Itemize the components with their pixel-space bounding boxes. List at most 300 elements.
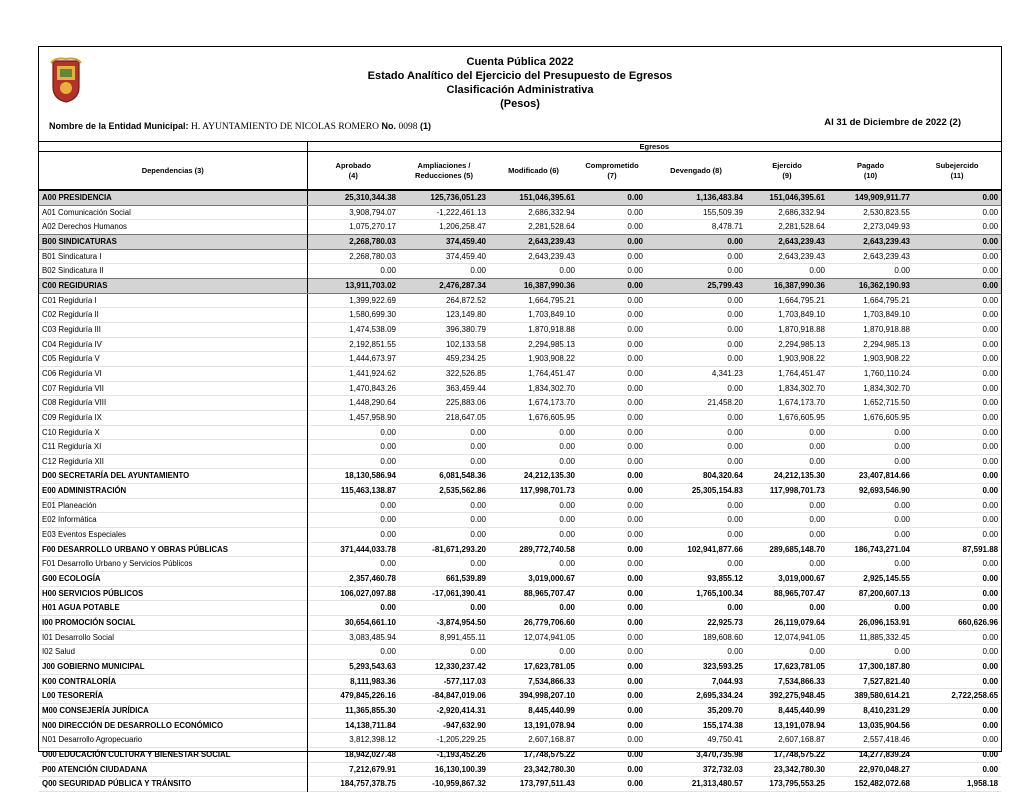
amount-cell: 11,885,332.45: [859, 632, 910, 642]
amount-cell: 149,909,911.77: [828, 190, 913, 205]
amount-cell: 4,341.23: [711, 368, 743, 378]
amount-cell: 0.00: [982, 266, 999, 276]
amount-cell: 0.00: [982, 354, 999, 364]
amount-cell: 3,812,398.12: [349, 735, 396, 745]
amount-cell: 0.00: [470, 530, 486, 540]
col-dependencias: Dependencias (3): [39, 152, 307, 191]
amount-cell: 1,870,918.88: [863, 324, 910, 334]
amount-cell: 0.00: [646, 234, 746, 249]
amount-cell: 1,870,918.88: [778, 324, 825, 334]
amount-cell: 2,273,049.93: [863, 222, 910, 232]
amount-cell: 2,192,851.55: [349, 339, 396, 349]
amount-cell: 0.00: [809, 266, 825, 276]
amount-cell: 0.00: [982, 339, 999, 349]
entity-note: (1): [420, 121, 432, 131]
report-date: Al 31 de Diciembre de 2022 (2): [824, 117, 961, 128]
amount-cell: 0.00: [627, 515, 643, 525]
amount-cell: 0.00: [470, 515, 486, 525]
amount-cell: 2,643,239.43: [528, 251, 575, 261]
amount-cell: 0.00: [894, 266, 910, 276]
amount-cell: 322,526.85: [445, 368, 486, 378]
amount-cell: 2,530,823.55: [863, 207, 910, 217]
table-row: [39, 278, 1001, 293]
amount-cell: 8,991,455.11: [439, 632, 486, 642]
column-header-row: [39, 152, 1001, 191]
dependency-name: I00 PROMOCIÓN SOCIAL: [39, 616, 307, 631]
amount-cell: 7,212,679.91: [349, 764, 396, 774]
amount-cell: 0.00: [559, 427, 575, 437]
amount-cell: 8,445,440.99: [528, 705, 575, 715]
amount-cell: 0.00: [982, 530, 999, 540]
amount-cell: 115,463,138.87: [340, 486, 396, 496]
amount-cell: 12,330,237.42: [434, 662, 486, 671]
table-row: [39, 425, 1001, 440]
amount-cell: 0.00: [982, 456, 999, 466]
amount-cell: 7,534,866.33: [778, 676, 825, 686]
amount-cell: 1,664,795.21: [528, 295, 575, 305]
amount-cell: 17,748,575.22: [773, 749, 825, 759]
group-header-row: [39, 141, 1001, 152]
amount-cell: 0.00: [627, 486, 643, 496]
amount-cell: 0.00: [559, 442, 575, 452]
table-row: [39, 689, 1001, 704]
table-row: [39, 528, 1001, 543]
amount-cell: 0.00: [727, 500, 743, 510]
amount-cell: 0.00: [727, 647, 743, 657]
col-subejercicio: Subejercido (11): [913, 152, 1001, 191]
amount-cell: 0.00: [809, 647, 825, 657]
entity-label: Nombre de la Entidad Municipal:: [49, 121, 189, 131]
dependency-name: C12 Regiduría XII: [39, 454, 307, 469]
amount-cell: 0.00: [559, 515, 575, 525]
budget-table: [39, 141, 1001, 792]
amount-cell: 0.00: [559, 266, 575, 276]
amount-cell: 0.00: [982, 324, 999, 334]
dependency-name: F00 DESARROLLO URBANO Y OBRAS PÚBLICAS: [39, 542, 307, 557]
dependency-name: L00 TESORERÍA: [39, 689, 307, 704]
amount-cell: 0.00: [982, 603, 999, 613]
table-row: [39, 733, 1001, 748]
amount-cell: 16,387,990.36: [489, 278, 578, 293]
dependency-name: K00 CONTRALORÍA: [39, 674, 307, 689]
amount-cell: 0.00: [627, 530, 643, 540]
amount-cell: 0.00: [982, 749, 999, 759]
amount-cell: 21,313,480.57: [691, 779, 743, 789]
amount-cell: 22,925.73: [707, 618, 743, 628]
col-comprometido: Comprometido (7): [578, 152, 646, 191]
amount-cell: 88,965,707.47: [523, 588, 575, 598]
table-row: [39, 454, 1001, 469]
amount-cell: 151,046,395.61: [746, 190, 828, 205]
amount-cell: 0.00: [380, 530, 396, 540]
amount-cell: -947,632.90: [443, 720, 486, 730]
amount-cell: 0.00: [627, 559, 643, 569]
amount-cell: 2,686,332.94: [528, 207, 575, 217]
amount-cell: 0.00: [627, 398, 643, 408]
amount-cell: 0.00: [982, 295, 999, 305]
amount-cell: 0.00: [982, 720, 999, 730]
table-row: [39, 381, 1001, 396]
amount-cell: 0.00: [627, 735, 643, 745]
amount-cell: 479,845,226.16: [340, 691, 396, 701]
amount-cell: 0.00: [470, 500, 486, 510]
amount-cell: 0.00: [627, 207, 643, 217]
amount-cell: 0.00: [627, 456, 643, 466]
table-row: [39, 322, 1001, 337]
amount-cell: 0.00: [470, 456, 486, 466]
amount-cell: 0.00: [727, 603, 743, 613]
entity-line: [49, 121, 431, 132]
amount-cell: 0.00: [627, 662, 643, 671]
amount-cell: 0.00: [627, 354, 643, 364]
amount-cell: 2,925,145.55: [863, 574, 910, 584]
amount-cell: 0.00: [982, 398, 999, 408]
amount-cell: 0.00: [894, 603, 910, 613]
amount-cell: 2,294,985.13: [528, 339, 575, 349]
dependency-name: B01 Sindicatura I: [39, 249, 307, 264]
amount-cell: 0.00: [627, 647, 643, 657]
amount-cell: 117,998,701.73: [519, 486, 575, 496]
amount-cell: 0.00: [627, 383, 643, 393]
report-frame: [38, 46, 1002, 789]
dependency-name: E02 Informática: [39, 513, 307, 528]
amount-cell: 0.00: [894, 515, 910, 525]
amount-cell: 26,119,079.64: [774, 618, 825, 628]
amount-cell: 2,535,562.86: [439, 486, 486, 496]
table-row: [39, 469, 1001, 484]
table-row: [39, 264, 1001, 279]
amount-cell: 1,765,100.34: [696, 588, 743, 598]
amount-cell: 0.00: [470, 647, 486, 657]
amount-cell: 13,035,904.56: [858, 720, 910, 730]
amount-cell: 16,387,990.36: [746, 278, 828, 293]
amount-cell: 3,908,794.07: [349, 207, 396, 217]
amount-cell: 0.00: [627, 588, 643, 598]
amount-cell: 0.00: [627, 779, 643, 789]
amount-cell: 3,019,000.67: [778, 574, 825, 584]
dependency-name: C02 Regiduría II: [39, 308, 307, 323]
amount-cell: 0.00: [809, 500, 825, 510]
amount-cell: 0.00: [982, 412, 999, 422]
amount-cell: 0.00: [913, 278, 1001, 293]
amount-cell: 0.00: [809, 456, 825, 466]
amount-cell: 1,470,843.26: [349, 383, 396, 393]
amount-cell: 7,044.93: [711, 676, 743, 686]
amount-cell: 1,448,290.64: [349, 398, 396, 408]
amount-cell: 2,643,239.43: [863, 251, 910, 261]
amount-cell: 0.00: [809, 442, 825, 452]
table-row: [39, 498, 1001, 513]
table-row: [39, 557, 1001, 572]
amount-cell: 0.00: [727, 530, 743, 540]
amount-cell: 1,958.18: [966, 779, 999, 789]
dependency-name: C00 REGIDURIAS: [39, 278, 307, 293]
amount-cell: 17,748,575.22: [523, 749, 575, 759]
amount-cell: 2,476,287.34: [399, 278, 489, 293]
dependency-name: N00 DIRECCIÓN DE DESARROLLO ECONÓMICO: [39, 718, 307, 733]
amount-cell: 0.00: [809, 603, 825, 613]
amount-cell: 0.00: [578, 234, 646, 249]
amount-cell: 2,294,985.13: [778, 339, 825, 349]
amount-cell: 0.00: [982, 515, 999, 525]
amount-cell: 0.00: [627, 442, 643, 452]
amount-cell: 6,081,548.36: [439, 471, 486, 481]
amount-cell: 2,268,780.03: [349, 251, 396, 261]
amount-cell: 374,459.40: [445, 251, 486, 261]
amount-cell: 0.00: [470, 266, 486, 276]
amount-cell: 459,234.25: [445, 354, 486, 364]
table-row: [39, 190, 1001, 205]
amount-cell: 2,643,239.43: [778, 251, 825, 261]
egresos-header: Egresos: [307, 141, 1001, 152]
amount-cell: 1,676,605.95: [863, 412, 910, 422]
entity-number: 0098: [398, 122, 418, 132]
amount-cell: 0.00: [913, 234, 1001, 249]
amount-cell: 13,191,078.94: [523, 720, 575, 730]
table-row: [39, 718, 1001, 733]
amount-cell: 0.00: [727, 295, 743, 305]
amount-cell: 1,399,922.69: [349, 295, 396, 305]
amount-cell: 25,305,154.83: [691, 486, 743, 496]
amount-cell: 0.00: [982, 574, 999, 584]
amount-cell: 173,795,553.25: [769, 779, 825, 789]
amount-cell: 0.00: [727, 442, 743, 452]
dependency-name: C06 Regiduría VI: [39, 366, 307, 381]
amount-cell: 2,607,168.87: [778, 735, 825, 745]
amount-cell: 0.00: [727, 515, 743, 525]
amount-cell: 2,722,258.65: [951, 691, 999, 701]
dependency-name: C08 Regiduría VIII: [39, 396, 307, 411]
amount-cell: 0.00: [470, 442, 486, 452]
amount-cell: 0.00: [982, 442, 999, 452]
amount-cell: 0.00: [727, 427, 743, 437]
table-row: [39, 234, 1001, 249]
table-row: [39, 674, 1001, 689]
amount-cell: 13,191,078.94: [773, 720, 825, 730]
amount-cell: 35,209.70: [707, 705, 743, 715]
amount-cell: -577,117.03: [443, 676, 486, 686]
amount-cell: 0.00: [627, 764, 643, 774]
dependency-name: F01 Desarrollo Urbano y Servicios Públicos: [39, 557, 307, 572]
dependency-name: J00 GOBIERNO MUNICIPAL: [39, 660, 307, 675]
amount-cell: 151,046,395.61: [489, 190, 578, 205]
table-row: [39, 747, 1001, 762]
amount-cell: 0.00: [727, 456, 743, 466]
amount-cell: 125,736,051.23: [399, 190, 489, 205]
dependency-name: A02 Derechos Humanos: [39, 220, 307, 235]
dependency-name: A00 PRESIDENCIA: [39, 190, 307, 205]
amount-cell: 3,083,485.94: [349, 632, 396, 642]
amount-cell: 0.00: [627, 471, 643, 481]
amount-cell: 1,652,715.50: [863, 398, 910, 408]
amount-cell: 0.00: [627, 310, 643, 320]
dependency-name: C03 Regiduría III: [39, 322, 307, 337]
amount-cell: 0.00: [982, 559, 999, 569]
amount-cell: -1,193,452.26: [436, 749, 486, 759]
amount-cell: 804,320.64: [702, 471, 743, 481]
amount-cell: 2,357,460.78: [349, 574, 396, 584]
amount-cell: 0.00: [470, 603, 486, 613]
amount-cell: 374,459.40: [399, 234, 489, 249]
amount-cell: 1,760,110.24: [863, 368, 910, 378]
amount-cell: 1,764,451.47: [778, 368, 825, 378]
table-row: [39, 513, 1001, 528]
amount-cell: 1,676,605.95: [778, 412, 825, 422]
dependency-name: E00 ADMINISTRACIÓN: [39, 484, 307, 499]
amount-cell: 2,281,528.64: [778, 222, 825, 232]
amount-cell: 0.00: [982, 368, 999, 378]
amount-cell: 2,643,239.43: [746, 234, 828, 249]
amount-cell: 2,607,168.87: [528, 735, 575, 745]
amount-cell: 186,743,271.04: [854, 544, 910, 554]
amount-cell: 0.00: [982, 310, 999, 320]
dependency-name: I02 Salud: [39, 645, 307, 660]
amount-cell: 1,703,849.10: [528, 310, 575, 320]
amount-cell: 0.00: [894, 559, 910, 569]
table-row: [39, 337, 1001, 352]
amount-cell: 0.00: [727, 383, 743, 393]
amount-cell: 87,200,607.13: [858, 588, 910, 598]
report-classification: Clasificación Administrativa: [446, 84, 594, 96]
amount-cell: -17,061,390.41: [432, 588, 486, 598]
dependency-name: G00 ECOLOGÍA: [39, 572, 307, 587]
amount-cell: 289,772,740.58: [519, 544, 575, 554]
table-row: [39, 249, 1001, 264]
table-row: [39, 293, 1001, 308]
col-ejercido: Ejercido (9): [746, 152, 828, 191]
amount-cell: 0.00: [727, 559, 743, 569]
amount-cell: 13,911,703.02: [307, 278, 399, 293]
amount-cell: 2,294,985.13: [863, 339, 910, 349]
amount-cell: 102,133.58: [445, 339, 486, 349]
amount-cell: 0.00: [380, 515, 396, 525]
amount-cell: 30,654,661.10: [344, 618, 396, 628]
dependency-name: I01 Desarrollo Social: [39, 630, 307, 645]
amount-cell: 660,626.96: [958, 618, 999, 628]
amount-cell: -1,222,461.13: [436, 207, 486, 217]
amount-cell: 0.00: [380, 603, 396, 613]
amount-cell: 1,903,908.22: [528, 354, 575, 364]
amount-cell: 0.00: [982, 764, 999, 774]
report-subtitle: Estado Analítico del Ejercicio del Presupuesto de Egresos: [367, 70, 673, 82]
amount-cell: 17,623,781.05: [523, 662, 575, 671]
amount-cell: 0.00: [627, 368, 643, 378]
table-row: [39, 703, 1001, 718]
amount-cell: 0.00: [627, 632, 643, 642]
amount-cell: 17,300,187.80: [858, 662, 910, 671]
dependency-name: C10 Regiduría X: [39, 425, 307, 440]
amount-cell: 0.00: [982, 647, 999, 657]
amount-cell: 189,608.60: [702, 632, 743, 642]
amount-cell: 0.00: [982, 662, 999, 671]
amount-cell: 24,212,135.30: [523, 471, 575, 481]
amount-cell: 0.00: [627, 676, 643, 686]
amount-cell: 0.00: [559, 530, 575, 540]
amount-cell: 8,111,983.36: [350, 676, 396, 686]
dependency-name: H01 AGUA POTABLE: [39, 601, 307, 616]
amount-cell: 0.00: [627, 251, 643, 261]
amount-cell: 1,441,924.62: [349, 368, 396, 378]
amount-cell: 0.00: [982, 676, 999, 686]
report-title: Cuenta Pública 2022: [466, 56, 574, 68]
amount-cell: 0.00: [380, 647, 396, 657]
amount-cell: 3,019,000.67: [528, 574, 575, 584]
amount-cell: 225,883.06: [445, 398, 486, 408]
amount-cell: 1,206,258.47: [439, 222, 486, 232]
dependency-name: M00 CONSEJERÍA JURÍDICA: [39, 703, 307, 718]
amount-cell: -3,874,954.50: [436, 618, 486, 628]
amount-cell: 0.00: [727, 412, 743, 422]
amount-cell: 0.00: [982, 588, 999, 598]
amount-cell: 0.00: [627, 427, 643, 437]
amount-cell: 16,362,190.93: [828, 278, 913, 293]
amount-cell: 12,074,941.05: [773, 632, 825, 642]
amount-cell: 0.00: [809, 427, 825, 437]
amount-cell: 18,942,027.48: [344, 749, 396, 759]
amount-cell: 0.00: [894, 647, 910, 657]
amount-cell: 2,643,239.43: [828, 234, 913, 249]
amount-cell: 264,872.52: [445, 295, 486, 305]
amount-cell: 0.00: [894, 442, 910, 452]
amount-cell: 0.00: [627, 691, 643, 701]
table-row: [39, 572, 1001, 587]
table-row: [39, 352, 1001, 367]
amount-cell: 0.00: [982, 222, 999, 232]
amount-cell: 21,458.20: [707, 398, 743, 408]
amount-cell: 26,779,706.60: [523, 618, 575, 628]
amount-cell: 1,674,173.70: [528, 398, 575, 408]
amount-cell: 2,268,780.03: [307, 234, 399, 249]
amount-cell: 117,998,701.73: [769, 486, 825, 496]
amount-cell: 123,149.80: [445, 310, 486, 320]
amount-cell: 0.00: [559, 500, 575, 510]
amount-cell: 371,444,033.78: [340, 544, 396, 554]
entity-name: H. AYUNTAMIENTO DE NICOLAS ROMERO: [191, 122, 379, 132]
amount-cell: 2,557,418.46: [863, 735, 910, 745]
amount-cell: 0.00: [627, 618, 643, 628]
amount-cell: 0.00: [982, 632, 999, 642]
amount-cell: 0.00: [380, 427, 396, 437]
amount-cell: 0.00: [627, 295, 643, 305]
group-header-blank: [39, 141, 307, 152]
table-row: [39, 220, 1001, 235]
amount-cell: -81,671,293.20: [432, 544, 486, 554]
amount-cell: -1,205,229.25: [436, 735, 486, 745]
amount-cell: 2,695,334.24: [696, 691, 743, 701]
amount-cell: 1,676,605.95: [528, 412, 575, 422]
amount-cell: 1,764,451.47: [528, 368, 575, 378]
amount-cell: 1,674,173.70: [778, 398, 825, 408]
amount-cell: 0.00: [627, 339, 643, 349]
amount-cell: 1,834,302.70: [778, 383, 825, 393]
table-row: [39, 440, 1001, 455]
amount-cell: 25,310,344.38: [307, 190, 399, 205]
amount-cell: 0.00: [380, 559, 396, 569]
amount-cell: 394,998,207.10: [519, 691, 575, 701]
amount-cell: 184,757,378.75: [340, 779, 396, 789]
amount-cell: 0.00: [894, 530, 910, 540]
table-row: [39, 616, 1001, 631]
amount-cell: 0.00: [982, 705, 999, 715]
amount-cell: 155,509.39: [702, 207, 743, 217]
amount-cell: 92,693,546.90: [858, 486, 910, 496]
amount-cell: 661,539.89: [445, 574, 486, 584]
amount-cell: 1,903,908.22: [778, 354, 825, 364]
dependency-name: C05 Regiduría V: [39, 352, 307, 367]
amount-cell: 87,591.88: [962, 544, 999, 554]
amount-cell: 22,970,048.27: [858, 764, 910, 774]
table-row: [39, 762, 1001, 777]
